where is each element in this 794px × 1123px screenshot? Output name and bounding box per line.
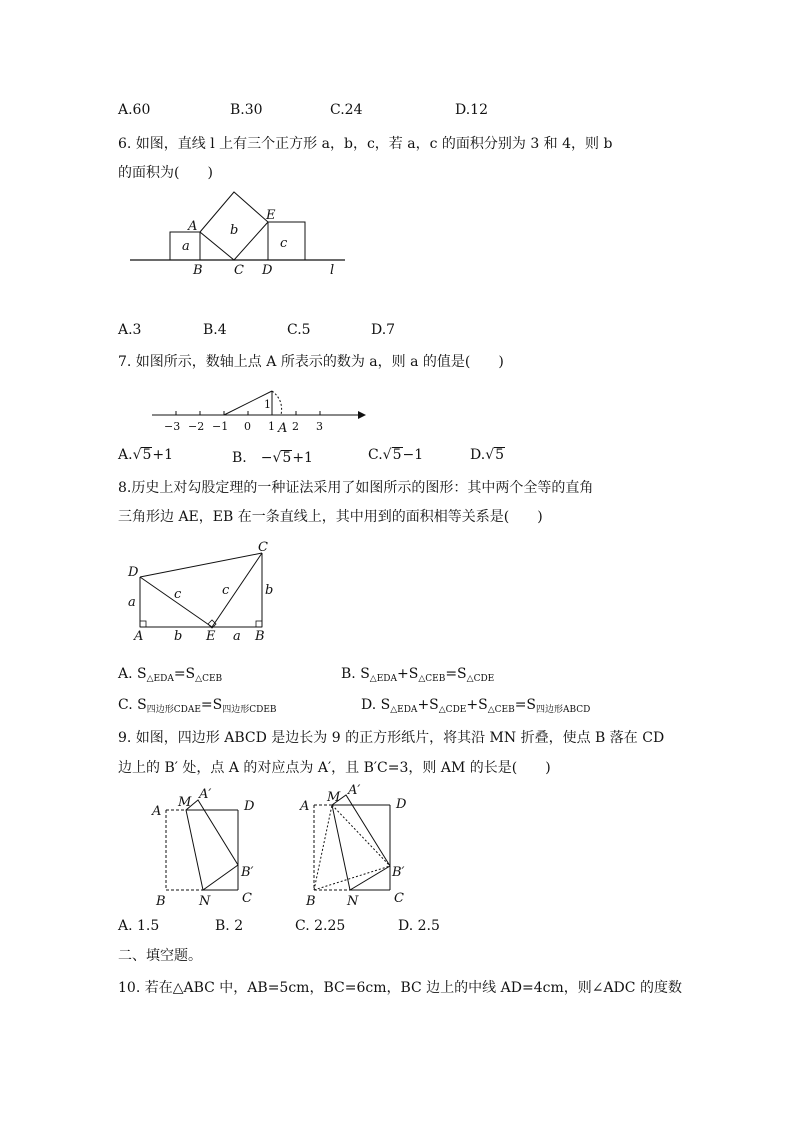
q5-option-c: C.24 — [330, 102, 363, 118]
q7-tick-neg3: −3 — [164, 420, 181, 433]
q8-label-c1: c — [174, 587, 182, 602]
q6-label-E: E — [266, 208, 276, 223]
q8-label-b-bottom: b — [174, 629, 183, 644]
q8-label-E: E — [206, 629, 216, 644]
q8-option-d: D. $S_{\triangle EDA}+S_{\triangle CDE}+S_{\triangle CEB}=S_{四边形ABCD}$ — [361, 697, 591, 715]
q7-option-b: B. −√5+1 — [232, 450, 313, 466]
q9-right-label-N: N — [347, 894, 359, 909]
q9-left-label-M: M — [178, 795, 192, 810]
q7-question: 7. 如图所示，数轴上点 A 所表示的数为 a，则 a 的值是( ) — [118, 354, 504, 370]
q9-right-label-C: C — [394, 891, 404, 906]
q9-question-line1: 9. 如图，四边形 ABCD 是边长为 9 的正方形纸片，将其沿 MN 折叠，使点 B 落在 CD — [118, 730, 665, 746]
q6-question-line2: 的面积为( ) — [118, 165, 213, 181]
q8-label-c2: c — [222, 583, 230, 598]
q7-tick-3: 3 — [316, 420, 323, 433]
q6-label-B: B — [193, 263, 203, 278]
q7-tick-neg2: −2 — [188, 420, 205, 433]
q10-question: 10. 若在△ABC 中，AB=5cm，BC=6cm，BC 边上的中线 AD=4cm，则∠ADC 的度数 — [118, 980, 682, 996]
q6-label-c: c — [280, 236, 288, 251]
q9-right-label-A1: A′ — [348, 783, 361, 798]
q7-option-d: D.√5 — [470, 447, 505, 463]
q7-tick-2: 2 — [292, 420, 299, 433]
q9-right-label-A: A — [300, 799, 310, 814]
q9-right-label-B: B — [306, 894, 316, 909]
q8-label-B: B — [255, 629, 265, 644]
q7-tick-0: 0 — [244, 420, 251, 433]
q6-label-b: b — [230, 223, 239, 238]
q9-left-label-B1: B′ — [241, 865, 254, 880]
q8-question-line1: 8.历史上对勾股定理的一种证法采用了如图所示的图形：其中两个全等的直角 — [118, 480, 594, 496]
q8-option-c: C. $S_{四边形CDAE}=S_{四边形CDEB}$ — [118, 697, 277, 715]
q5-option-a: A.60 — [118, 102, 151, 118]
q8-label-C: C — [258, 540, 268, 555]
q9-left-label-A: A — [152, 804, 162, 819]
section-heading-fill-in: 二、填空题。 — [118, 948, 202, 964]
q7-label-one: 1 — [264, 398, 271, 411]
q9-right-label-M: M — [327, 790, 341, 805]
q7-label-A: A — [278, 421, 288, 436]
q8-option-b: B. $S_{\triangle EDA}+S_{\triangle CEB}=S_{\triangle CDE}$ — [341, 666, 495, 684]
q9-option-b: B. 2 — [215, 918, 244, 934]
q6-label-a: a — [182, 239, 190, 254]
q7-tick-neg1: −1 — [212, 420, 229, 433]
q6-label-C: C — [234, 263, 244, 278]
q9-left-label-N: N — [199, 894, 211, 909]
q8-option-a: A. $S_{\triangle EDA}=S_{\triangle CEB}$ — [118, 666, 223, 684]
q9-left-label-D: D — [244, 799, 255, 814]
q8-label-D: D — [128, 565, 139, 580]
q9-right-label-D: D — [396, 797, 407, 812]
q8-label-a-bottom: a — [233, 629, 241, 644]
q6-label-D: D — [262, 263, 273, 278]
q8-label-A: A — [134, 629, 144, 644]
q6-option-d: D.7 — [371, 322, 396, 338]
q9-question-line2: 边上的 B′ 处，点 A 的对应点为 A′，且 B′C=3，则 AM 的长是( ) — [118, 760, 551, 776]
q5-option-d: D.12 — [455, 102, 488, 118]
q6-label-l: l — [330, 263, 335, 278]
q7-option-a: A.√5+1 — [118, 447, 174, 463]
q6-label-A: A — [188, 219, 198, 234]
q9-left-label-A1: A′ — [199, 787, 212, 802]
q9-left-label-B: B — [156, 894, 166, 909]
q9-option-d: D. 2.5 — [398, 918, 440, 934]
q5-option-b: B.30 — [230, 102, 263, 118]
q8-label-b-right: b — [265, 583, 274, 598]
q6-option-c: C.5 — [287, 322, 311, 338]
q9-option-c: C. 2.25 — [295, 918, 346, 934]
q7-option-c: C.√5−1 — [368, 447, 424, 463]
q7-tick-1: 1 — [268, 420, 275, 433]
q8-label-a-left: a — [128, 595, 136, 610]
q9-option-a: A. 1.5 — [118, 918, 160, 934]
q6-option-b: B.4 — [203, 322, 227, 338]
q6-option-a: A.3 — [118, 322, 142, 338]
q6-question-line1: 6. 如图，直线 l 上有三个正方形 a，b，c，若 a，c 的面积分别为 3 和 4，则 b — [118, 136, 613, 152]
q9-left-label-C: C — [242, 891, 252, 906]
q8-question-line2: 三角形边 AE，EB 在一条直线上，其中用到的面积相等关系是( ) — [118, 509, 543, 525]
q9-right-label-B1: B′ — [392, 865, 405, 880]
